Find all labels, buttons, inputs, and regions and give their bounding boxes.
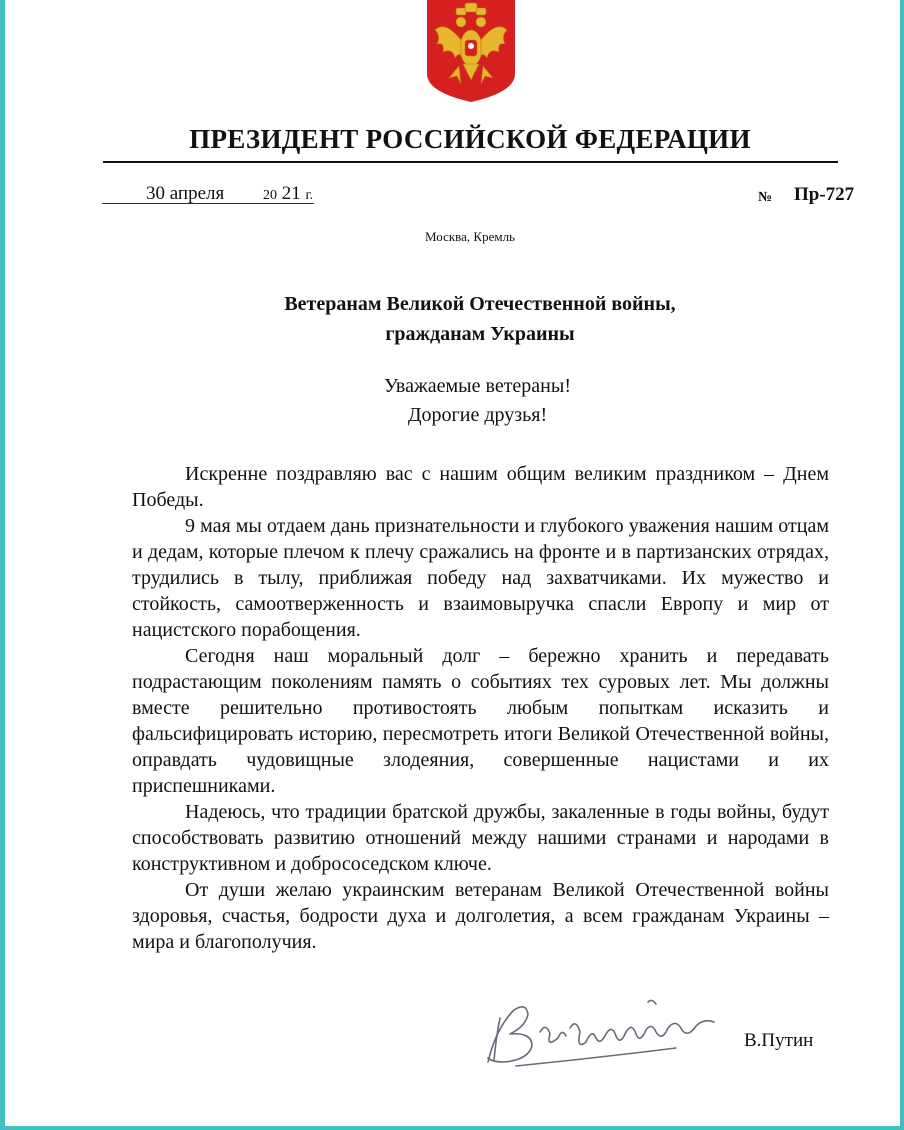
letter-body	[132, 461, 829, 955]
addressee-block	[0, 289, 904, 349]
coat-of-arms-icon	[425, 0, 517, 102]
document-date: 30 апреля	[146, 183, 225, 204]
number-sign: №	[758, 190, 773, 205]
body-paragraph: Искренне поздравляю вас с нашим общим великим праздником – Днем Победы.	[132, 463, 829, 511]
body-paragraph: Сегодня наш моральный долг – бережно хранить и передавать подрастающим поколениям память о событиях тех суровых лет. Мы должны вместе решительно противостоять любым попыткам исказить и фальсифицировать историю, пересмотреть итоги Великой Отечественной войны, оправдать чудовищные злодеяния, совершенные нацистами и их приспешниками.	[132, 645, 829, 797]
salutation-block	[0, 372, 904, 430]
handwritten-signature-icon	[476, 988, 726, 1070]
document-number: Пр-727	[794, 184, 855, 205]
addressee-line-2: гражданам Украины	[385, 323, 575, 345]
salutation-line-1: Уважаемые ветераны!	[383, 375, 571, 397]
body-paragraph: Надеюсь, что традиции братской дружбы, закаленные в годы войны, будут способствовать развитию отношений между нашими странами и народами в конструктивном и добрососедском ключе.	[132, 801, 829, 875]
letterhead-title: ПРЕЗИДЕНТ РОССИЙСКОЙ ФЕДЕРАЦИИ	[189, 124, 751, 154]
document-year	[263, 183, 313, 205]
place-of-issue: Москва, Кремль	[425, 229, 515, 244]
year-prefix: 20	[263, 188, 277, 203]
addressee-line-1: Ветеранам Великой Отечественной войны,	[284, 293, 676, 315]
body-paragraph: От души желаю украинским ветеранам Великой Отечественной войны здоровья, счастья, бодрости духа и долголетия, а всем гражданам Украины – мира и благополучия.	[132, 879, 829, 953]
salutation-line-2: Дорогие друзья!	[407, 404, 548, 426]
year-abbreviation: г.	[305, 188, 314, 203]
signer-name: В.Путин	[744, 1030, 814, 1051]
header-divider	[103, 161, 838, 163]
body-paragraph: 9 мая мы отдаем дань признательности и глубокого уважения нашим отцам и дедам, которые плечом к плечу сражались на фронте и в партизанских отрядах, трудились в тылу, приближая победу над захватчиками. Их мужество и стойкость, самоотверженность и взаимовыручка спасли Европу и мир от нацистского порабощения.	[132, 515, 829, 641]
year-suffix: 21	[281, 183, 301, 204]
